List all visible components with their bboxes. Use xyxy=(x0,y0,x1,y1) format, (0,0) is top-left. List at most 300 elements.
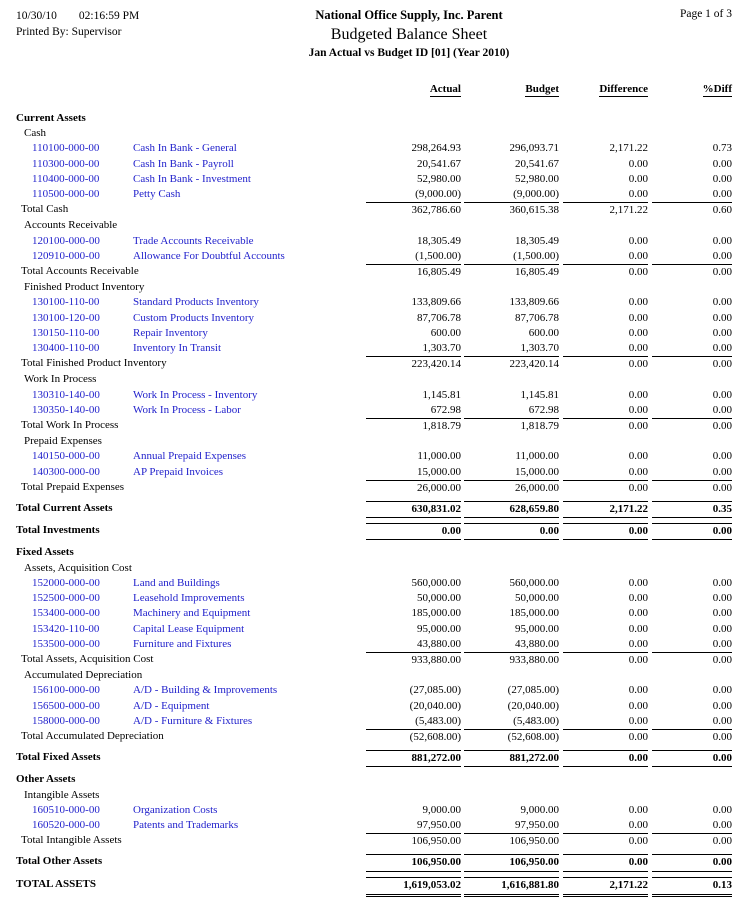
pct-diff-value: 0.60 xyxy=(652,202,732,218)
group-row xyxy=(16,788,732,803)
difference-value xyxy=(563,772,648,787)
difference-value: 2,171.22 xyxy=(563,202,648,218)
budget-value: 1,616,881.80 xyxy=(464,877,559,897)
account-code-link[interactable]: 130350-140-00 xyxy=(32,403,100,416)
difference-value: 0.00 xyxy=(628,465,648,478)
group-label: Cash xyxy=(24,127,46,140)
account-name-link[interactable]: Cash In Bank - Investment xyxy=(133,172,251,185)
budget-value: 95,000.00 xyxy=(515,622,559,635)
difference-value xyxy=(563,668,648,683)
group-row xyxy=(16,126,732,141)
pct-diff-value: 0.00 xyxy=(712,637,732,650)
row-label-cell xyxy=(16,295,366,310)
actual-value xyxy=(366,280,461,295)
pct-diff-value: 0.00 xyxy=(712,188,732,201)
bold-total-row xyxy=(16,854,732,871)
actual-value: (27,085.00) xyxy=(409,684,461,697)
actual-value: 43,880.00 xyxy=(417,637,461,650)
account-name-link[interactable]: A/D - Furniture & Fixtures xyxy=(133,714,253,727)
row-label-cell xyxy=(16,280,366,295)
pct-diff-value xyxy=(652,372,732,387)
account-row xyxy=(16,818,732,833)
actual-value: 95,000.00 xyxy=(417,622,461,635)
row-label-cell xyxy=(16,576,366,591)
budget-value: 52,980.00 xyxy=(515,172,559,185)
bold-total-row xyxy=(16,750,732,767)
account-row xyxy=(16,234,732,249)
account-name-link[interactable]: Patents and Trademarks xyxy=(133,818,239,831)
difference-value: 0.00 xyxy=(628,234,648,247)
pct-diff-value: 0.00 xyxy=(652,750,732,767)
total-row xyxy=(16,202,732,218)
row-label-cell xyxy=(16,561,366,576)
row-label-cell xyxy=(16,729,366,745)
account-name-link[interactable]: Inventory In Transit xyxy=(133,342,221,355)
row-label-cell xyxy=(16,668,366,683)
difference-value: 0.00 xyxy=(563,652,648,668)
account-row xyxy=(16,637,732,652)
row-label-cell xyxy=(16,652,366,668)
group-row xyxy=(16,218,732,233)
pct-diff-value: 0.00 xyxy=(712,818,732,831)
row-label-cell xyxy=(16,833,366,849)
pct-diff-value: 0.00 xyxy=(652,264,732,280)
account-code-link[interactable]: 156500-000-00 xyxy=(32,699,100,712)
total-label: Total Finished Product Inventory xyxy=(21,357,167,370)
difference-value: 0.00 xyxy=(628,403,648,416)
difference-value: 2,171.22 xyxy=(609,142,648,155)
pct-diff-value: 0.00 xyxy=(712,576,732,589)
account-name-link[interactable]: Annual Prepaid Expenses xyxy=(133,450,247,463)
row-label-cell xyxy=(16,434,366,449)
row-label-cell xyxy=(16,187,366,202)
column-header-spacer xyxy=(16,83,366,97)
account-name-link[interactable]: Work In Process - Inventory xyxy=(133,388,258,401)
actual-value: 672.98 xyxy=(430,403,461,416)
pct-diff-value: 0.00 xyxy=(712,234,732,247)
difference-value: 0.00 xyxy=(628,157,648,170)
actual-value xyxy=(366,126,461,141)
actual-value: 560,000.00 xyxy=(411,576,461,589)
bold-total-row xyxy=(16,523,732,540)
group-label: Intangible Assets xyxy=(24,788,100,801)
budget-value: 881,272.00 xyxy=(464,750,559,767)
bold-total-row xyxy=(16,501,732,518)
print-datetime xyxy=(16,8,186,24)
pct-diff-value: 0.00 xyxy=(652,523,732,540)
actual-value: 600.00 xyxy=(430,326,461,339)
report-body xyxy=(16,111,732,897)
pct-diff-value: 0.00 xyxy=(712,311,732,324)
budget-value xyxy=(464,668,559,683)
difference-value xyxy=(563,434,648,449)
account-row xyxy=(16,326,732,341)
pct-diff-value: 0.00 xyxy=(712,607,732,620)
row-label-cell xyxy=(16,637,366,652)
account-row xyxy=(16,683,732,698)
difference-value: 0.00 xyxy=(628,576,648,589)
difference-value: 0.00 xyxy=(628,296,648,309)
account-code-link[interactable]: 120100-000-00 xyxy=(32,234,100,247)
budget-value xyxy=(464,434,559,449)
budget-value xyxy=(464,111,559,126)
budget-value xyxy=(464,561,559,576)
pct-diff-value: 0.00 xyxy=(652,418,732,434)
difference-value: 0.00 xyxy=(628,311,648,324)
budget-value: 560,000.00 xyxy=(509,576,559,589)
section-label: Other Assets xyxy=(16,773,76,786)
account-name-link[interactable]: Organization Costs xyxy=(133,803,218,816)
group-label: Work In Process xyxy=(24,373,97,386)
budget-value: 43,880.00 xyxy=(515,637,559,650)
row-label-cell xyxy=(16,126,366,141)
budget-value xyxy=(464,126,559,141)
total-label: Total Assets, Acquisition Cost xyxy=(21,652,154,665)
difference-value: 0.00 xyxy=(628,188,648,201)
pct-diff-value: 0.00 xyxy=(712,699,732,712)
total-row xyxy=(16,833,732,849)
actual-value: 16,805.49 xyxy=(366,264,461,280)
section-label: Current Assets xyxy=(16,112,86,124)
row-label-cell xyxy=(16,264,366,280)
budget-value: 628,659.80 xyxy=(464,501,559,518)
pct-diff-value: 0.00 xyxy=(652,729,732,745)
actual-value: 185,000.00 xyxy=(411,607,461,620)
section-row xyxy=(16,545,732,560)
group-label: Finished Product Inventory xyxy=(24,281,145,294)
budget-value: 106,950.00 xyxy=(464,833,559,849)
account-row xyxy=(16,576,732,591)
account-code-link[interactable]: 110500-000-00 xyxy=(32,188,100,201)
account-name-link[interactable]: A/D - Equipment xyxy=(133,699,210,712)
difference-value: 0.00 xyxy=(563,418,648,434)
actual-value: 1,818.79 xyxy=(366,418,461,434)
actual-value: 87,706.78 xyxy=(417,311,461,324)
actual-value xyxy=(366,111,461,126)
row-label-cell xyxy=(16,341,366,356)
account-name-link[interactable]: Capital Lease Equipment xyxy=(133,622,245,635)
printed-by: Printed By: Supervisor xyxy=(16,26,122,38)
budget-value xyxy=(464,772,559,787)
difference-value: 0.00 xyxy=(628,450,648,463)
pct-diff-value: 0.00 xyxy=(652,854,732,871)
difference-value: 0.00 xyxy=(628,592,648,605)
account-name-link[interactable]: Allowance For Doubtful Accounts xyxy=(133,249,285,262)
account-code-link[interactable]: 140150-000-00 xyxy=(32,450,100,463)
row-label-cell xyxy=(16,714,366,729)
page-header xyxy=(16,8,732,59)
pct-diff-value: 0.00 xyxy=(712,172,732,185)
account-name-link[interactable]: A/D - Building & Improvements xyxy=(133,684,278,697)
account-row xyxy=(16,388,732,403)
total-label: Total Accumulated Depreciation xyxy=(21,729,164,742)
budget-value: 1,818.79 xyxy=(464,418,559,434)
budget-value: 0.00 xyxy=(464,523,559,540)
total-row xyxy=(16,480,732,496)
column-header-pctdiff-label: %Diff xyxy=(702,83,732,95)
budget-value: 20,541.67 xyxy=(515,157,559,170)
row-label-cell xyxy=(16,699,366,714)
actual-value xyxy=(366,788,461,803)
pct-diff-value: 0.00 xyxy=(652,356,732,372)
difference-value: 2,171.22 xyxy=(563,501,648,518)
difference-value: 0.00 xyxy=(628,684,648,697)
account-code-link[interactable]: 130100-110-00 xyxy=(32,296,100,309)
actual-value xyxy=(366,668,461,683)
actual-value: (5,483.00) xyxy=(415,714,461,727)
account-code-link[interactable]: 130400-110-00 xyxy=(32,342,100,355)
pct-diff-value xyxy=(652,126,732,141)
column-header-pctdiff xyxy=(652,83,732,97)
row-label-cell xyxy=(16,854,366,871)
pct-diff-value: 0.00 xyxy=(712,465,732,478)
account-code-link[interactable]: 140300-000-00 xyxy=(32,465,100,478)
difference-value: 0.00 xyxy=(563,750,648,767)
account-name-link[interactable]: Repair Inventory xyxy=(133,326,208,339)
total-label: Total Prepaid Expenses xyxy=(21,480,125,493)
group-row xyxy=(16,561,732,576)
account-name-link[interactable]: Standard Products Inventory xyxy=(133,296,259,309)
difference-value: 0.00 xyxy=(628,803,648,816)
actual-value: 26,000.00 xyxy=(366,480,461,496)
difference-value xyxy=(563,545,648,560)
row-label-cell xyxy=(16,202,366,218)
actual-value: 18,305.49 xyxy=(417,234,461,247)
actual-value: 223,420.14 xyxy=(366,356,461,372)
account-code-link[interactable]: 152500-000-00 xyxy=(32,592,100,605)
actual-value: 1,303.70 xyxy=(422,342,461,355)
row-label-cell xyxy=(16,157,366,172)
column-header-actual xyxy=(366,83,461,97)
pct-diff-value: 0.00 xyxy=(652,652,732,668)
row-label-cell xyxy=(16,372,366,387)
print-info xyxy=(16,8,186,40)
account-row xyxy=(16,714,732,729)
actual-value xyxy=(366,772,461,787)
difference-value: 0.00 xyxy=(628,249,648,262)
pct-diff-value: 0.00 xyxy=(712,684,732,697)
budget-value: 133,809.66 xyxy=(509,296,559,309)
actual-value xyxy=(366,372,461,387)
actual-value: 106,950.00 xyxy=(366,833,461,849)
row-label-cell xyxy=(16,172,366,187)
row-label-cell xyxy=(16,772,366,787)
account-row xyxy=(16,622,732,637)
budget-value: (20,040.00) xyxy=(507,699,559,712)
account-code-link[interactable]: 153420-110-00 xyxy=(32,622,100,635)
row-label-cell xyxy=(16,403,366,418)
difference-value: 0.00 xyxy=(628,714,648,727)
account-name-link[interactable]: Petty Cash xyxy=(133,188,181,201)
budget-value: 223,420.14 xyxy=(464,356,559,372)
account-row xyxy=(16,295,732,310)
pct-diff-value xyxy=(652,218,732,233)
account-row xyxy=(16,591,732,606)
account-row xyxy=(16,141,732,156)
bold-total-label: Total Investments xyxy=(16,524,100,537)
actual-value xyxy=(366,545,461,560)
difference-value: 0.00 xyxy=(563,854,648,871)
pct-diff-value: 0.00 xyxy=(712,326,732,339)
account-row xyxy=(16,803,732,818)
actual-value: 11,000.00 xyxy=(417,450,461,463)
difference-value: 0.00 xyxy=(563,729,648,745)
total-row xyxy=(16,264,732,280)
column-header-budget xyxy=(464,83,559,97)
actual-value: 106,950.00 xyxy=(366,854,461,871)
group-label: Assets, Acquisition Cost xyxy=(24,561,132,574)
row-label-cell xyxy=(16,545,366,560)
row-label-cell xyxy=(16,141,366,156)
account-name-link[interactable]: Cash In Bank - Payroll xyxy=(133,157,234,170)
account-name-link[interactable]: AP Prepaid Invoices xyxy=(133,465,224,478)
actual-value xyxy=(366,561,461,576)
grand-total-row xyxy=(16,877,732,897)
pct-diff-value: 0.00 xyxy=(712,342,732,355)
account-code-link[interactable]: 120910-000-00 xyxy=(32,249,100,262)
print-time: 02:16:59 PM xyxy=(78,10,140,22)
account-name-link[interactable]: Furniture and Fixtures xyxy=(133,637,232,650)
page-info xyxy=(632,8,732,20)
account-code-link[interactable]: 158000-000-00 xyxy=(32,714,100,727)
pct-diff-value: 0.35 xyxy=(652,501,732,518)
account-code-link[interactable]: 130100-120-00 xyxy=(32,311,100,324)
row-label-cell xyxy=(16,480,366,496)
pct-diff-value: 0.00 xyxy=(652,833,732,849)
row-label-cell xyxy=(16,388,366,403)
account-code-link[interactable]: 153500-000-00 xyxy=(32,637,100,650)
total-row xyxy=(16,729,732,745)
pct-diff-value xyxy=(652,668,732,683)
pct-diff-value: 0.00 xyxy=(712,592,732,605)
pct-diff-value: 0.00 xyxy=(712,622,732,635)
account-name-link[interactable]: Leasehold Improvements xyxy=(133,592,245,605)
row-label-cell xyxy=(16,788,366,803)
difference-value xyxy=(563,561,648,576)
account-code-link[interactable]: 156100-000-00 xyxy=(32,684,100,697)
account-code-link[interactable]: 152000-000-00 xyxy=(32,576,100,589)
actual-value: (9,000.00) xyxy=(415,188,461,201)
budget-value: 600.00 xyxy=(528,326,559,339)
budget-value: 1,145.81 xyxy=(520,388,559,401)
actual-value: 97,950.00 xyxy=(417,818,461,831)
account-code-link[interactable]: 110300-000-00 xyxy=(32,157,100,170)
total-row xyxy=(16,652,732,668)
budget-value: (5,483.00) xyxy=(513,714,559,727)
account-code-link[interactable]: 110100-000-00 xyxy=(32,142,100,155)
account-code-link[interactable]: 130150-110-00 xyxy=(32,326,100,339)
difference-value: 0.00 xyxy=(628,342,648,355)
account-code-link[interactable]: 160520-000-00 xyxy=(32,818,100,831)
account-name-link[interactable]: Work In Process - Labor xyxy=(133,403,241,416)
budget-value xyxy=(464,545,559,560)
account-row xyxy=(16,172,732,187)
budget-value xyxy=(464,280,559,295)
difference-value xyxy=(563,788,648,803)
difference-value xyxy=(563,372,648,387)
actual-value: 50,000.00 xyxy=(417,592,461,605)
total-label: Total Accounts Receivable xyxy=(21,265,139,278)
actual-value: 0.00 xyxy=(366,523,461,540)
row-label-cell xyxy=(16,249,366,264)
budget-value: 360,615.38 xyxy=(464,202,559,218)
report-subtitle: Jan Actual vs Budget ID [01] (Year 2010) xyxy=(308,47,510,59)
row-label-cell xyxy=(16,449,366,464)
row-label-cell xyxy=(16,818,366,833)
total-row xyxy=(16,356,732,372)
account-code-link[interactable]: 130310-140-00 xyxy=(32,388,100,401)
difference-value xyxy=(563,218,648,233)
account-row xyxy=(16,311,732,326)
account-row xyxy=(16,341,732,356)
actual-value: (1,500.00) xyxy=(415,249,461,262)
grand-total-label: TOTAL ASSETS xyxy=(16,877,97,890)
actual-value: 362,786.60 xyxy=(366,202,461,218)
account-name-link[interactable]: Cash In Bank - General xyxy=(133,142,237,155)
difference-value: 0.00 xyxy=(628,607,648,620)
budget-value: 97,950.00 xyxy=(515,818,559,831)
pct-diff-value: 0.00 xyxy=(652,480,732,496)
row-label-cell xyxy=(16,326,366,341)
column-header-budget-label: Budget xyxy=(525,83,559,95)
pct-diff-value xyxy=(652,788,732,803)
account-code-link[interactable]: 160510-000-00 xyxy=(32,803,100,816)
actual-value: 630,831.02 xyxy=(366,501,461,518)
account-row xyxy=(16,157,732,172)
pct-diff-value xyxy=(652,434,732,449)
total-label: Total Intangible Assets xyxy=(21,834,122,847)
difference-value: 0.00 xyxy=(563,480,648,496)
actual-value: 20,541.67 xyxy=(417,157,461,170)
budget-value: 185,000.00 xyxy=(509,607,559,620)
account-name-link[interactable]: Trade Accounts Receivable xyxy=(133,234,254,247)
account-code-link[interactable]: 110400-000-00 xyxy=(32,172,100,185)
bold-total-label: Total Other Assets xyxy=(16,855,103,868)
difference-value: 0.00 xyxy=(563,356,648,372)
actual-value: 881,272.00 xyxy=(366,750,461,767)
actual-value: (20,040.00) xyxy=(409,699,461,712)
row-label-cell xyxy=(16,465,366,480)
account-name-link[interactable]: Land and Buildings xyxy=(133,576,220,589)
actual-value: 1,145.81 xyxy=(422,388,461,401)
actual-value: 1,619,053.02 xyxy=(366,877,461,897)
account-code-link[interactable]: 153400-000-00 xyxy=(32,607,100,620)
section-label: Fixed Assets xyxy=(16,546,74,559)
pct-diff-value: 0.00 xyxy=(712,714,732,727)
row-label-cell xyxy=(16,750,366,767)
budget-value: 50,000.00 xyxy=(515,592,559,605)
group-row xyxy=(16,372,732,387)
account-name-link[interactable]: Machinery and Equipment xyxy=(133,607,251,620)
budget-value: 16,805.49 xyxy=(464,264,559,280)
account-name-link[interactable]: Custom Products Inventory xyxy=(133,311,254,324)
account-row xyxy=(16,449,732,464)
row-label-cell xyxy=(16,356,366,372)
pct-diff-value: 0.73 xyxy=(712,142,732,155)
budget-value: 106,950.00 xyxy=(464,854,559,871)
group-label: Accumulated Depreciation xyxy=(24,669,143,682)
row-label-cell xyxy=(16,622,366,637)
budget-value: 9,000.00 xyxy=(520,803,559,816)
account-row xyxy=(16,249,732,264)
account-row xyxy=(16,403,732,418)
difference-value: 2,171.22 xyxy=(563,877,648,897)
difference-value xyxy=(563,280,648,295)
total-label: Total Cash xyxy=(21,203,69,216)
column-header-row xyxy=(16,83,732,97)
budget-value: (27,085.00) xyxy=(507,684,559,697)
actual-value: 933,880.00 xyxy=(366,652,461,668)
